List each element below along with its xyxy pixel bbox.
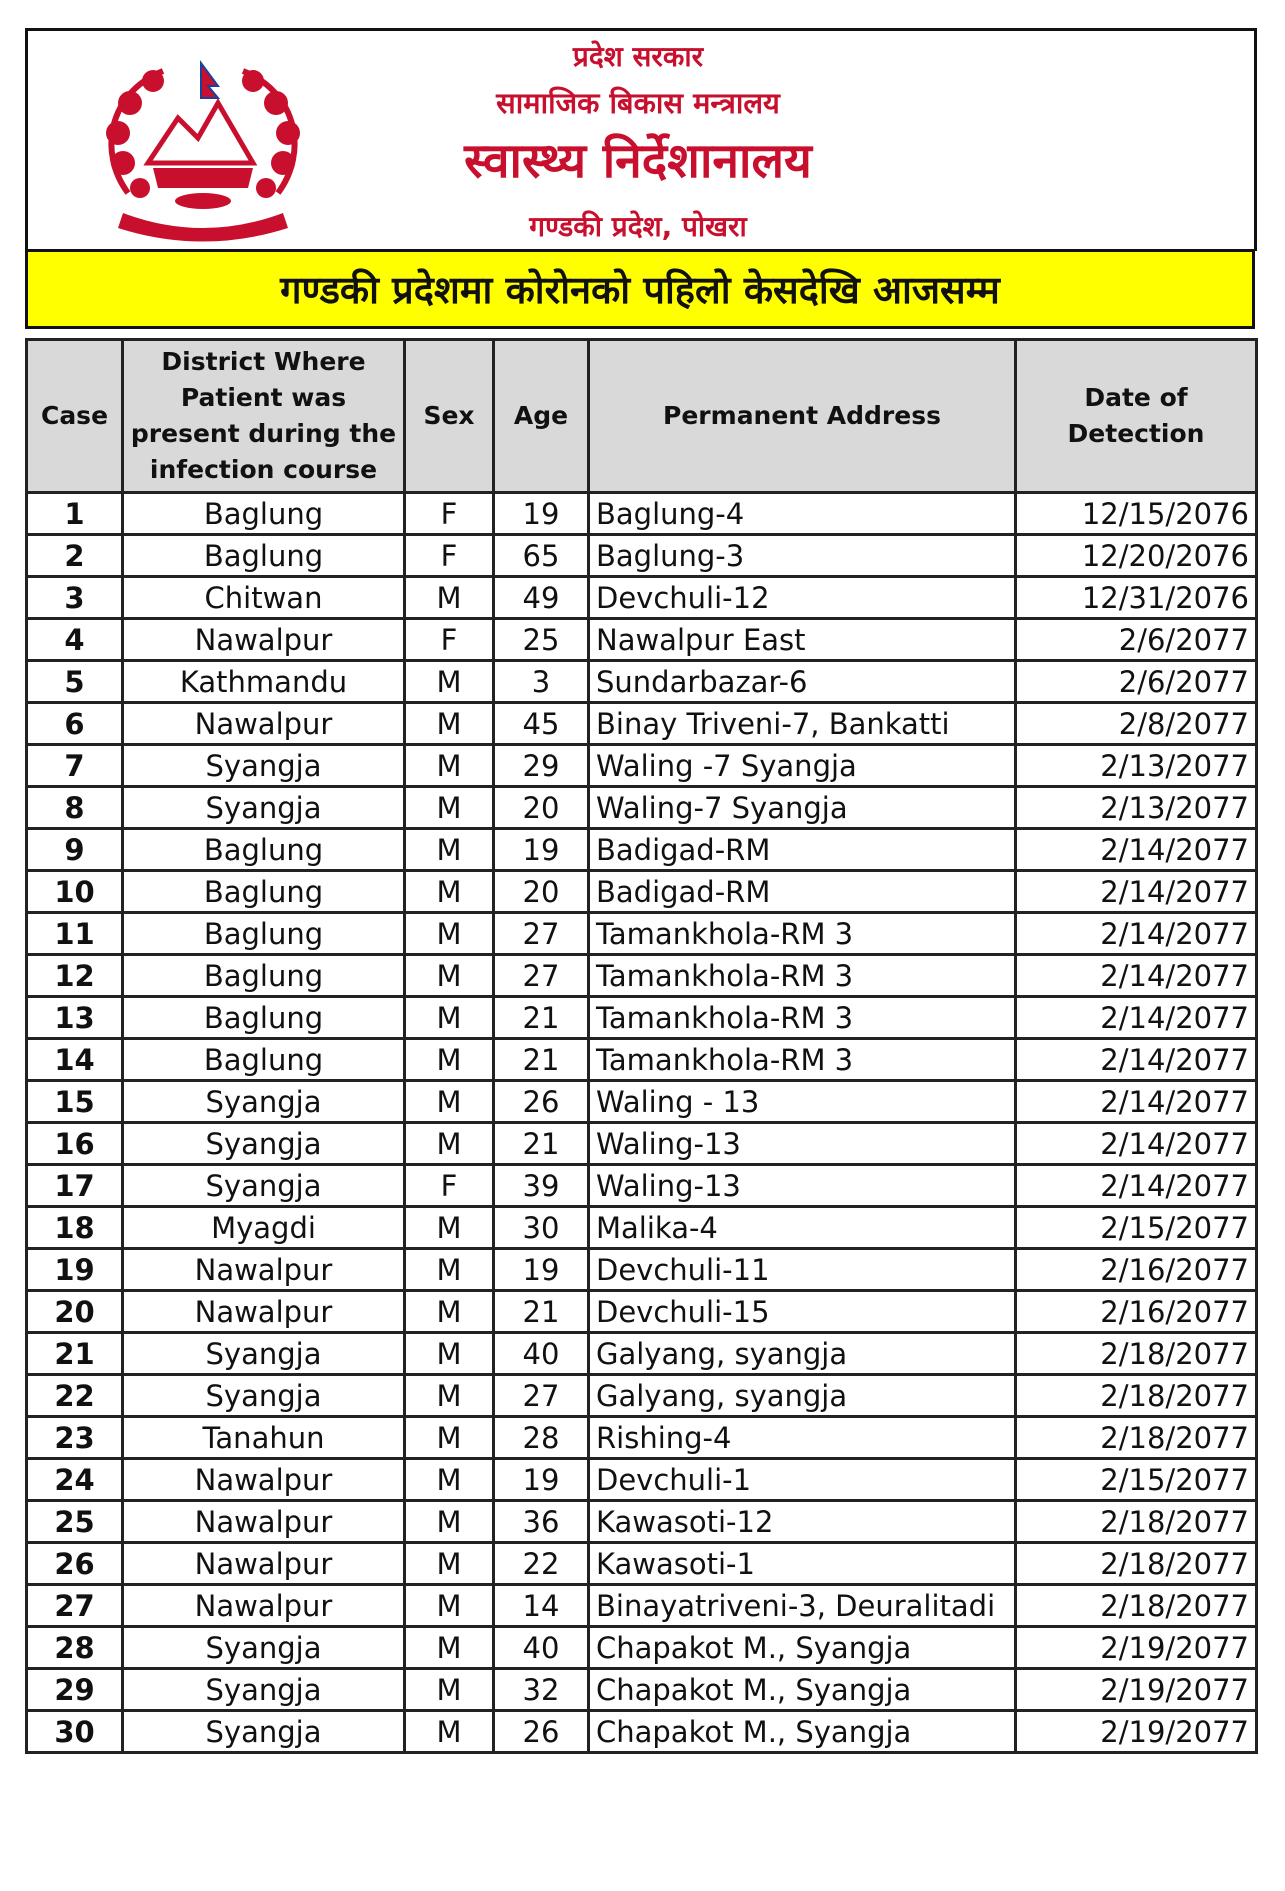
district-cell: Nawalpur	[123, 703, 405, 745]
age-cell: 27	[494, 955, 589, 997]
address-cell: Sundarbazar-6	[589, 661, 1016, 703]
case-cell: 13	[27, 997, 123, 1039]
case-cell: 24	[27, 1459, 123, 1501]
address-cell: Rishing-4	[589, 1417, 1016, 1459]
case-cell: 3	[27, 577, 123, 619]
district-cell: Baglung	[123, 871, 405, 913]
age-cell: 25	[494, 619, 589, 661]
table-row	[27, 1543, 1257, 1585]
table-row	[27, 871, 1257, 913]
address-cell: Devchuli-1	[589, 1459, 1016, 1501]
address-cell: Chapakot M., Syangja	[589, 1711, 1016, 1753]
sex-cell: M	[405, 1249, 494, 1291]
table-row	[27, 787, 1257, 829]
age-cell: 14	[494, 1585, 589, 1627]
age-cell: 36	[494, 1501, 589, 1543]
case-cell: 27	[27, 1585, 123, 1627]
sex-cell: M	[405, 871, 494, 913]
table-row	[27, 1711, 1257, 1753]
sex-cell: M	[405, 829, 494, 871]
district-cell: Baglung	[123, 997, 405, 1039]
sex-cell: M	[405, 1333, 494, 1375]
date-cell: 2/14/2077	[1016, 1165, 1257, 1207]
case-cell: 26	[27, 1543, 123, 1585]
header-line-location: गण्डकी प्रदेश, पोखरा	[529, 210, 747, 243]
table-header-row	[27, 340, 1257, 493]
case-cell: 11	[27, 913, 123, 955]
table-row	[27, 745, 1257, 787]
address-cell: Waling - 13	[589, 1081, 1016, 1123]
table-row	[27, 1459, 1257, 1501]
date-cell: 2/6/2077	[1016, 619, 1257, 661]
table-row	[27, 1291, 1257, 1333]
district-cell: Syangja	[123, 1333, 405, 1375]
case-cell: 18	[27, 1207, 123, 1249]
district-cell: Baglung	[123, 829, 405, 871]
address-cell: Devchuli-15	[589, 1291, 1016, 1333]
address-cell: Galyang, syangja	[589, 1375, 1016, 1417]
age-cell: 28	[494, 1417, 589, 1459]
sex-cell: M	[405, 1669, 494, 1711]
age-cell: 20	[494, 871, 589, 913]
address-cell: Binayatriveni-3, Deuralitadi	[589, 1585, 1016, 1627]
table-row	[27, 1039, 1257, 1081]
address-cell: Tamankhola-RM 3	[589, 955, 1016, 997]
sex-cell: M	[405, 955, 494, 997]
header-date: Date of Detection	[1016, 340, 1257, 493]
age-cell: 22	[494, 1543, 589, 1585]
sex-cell: M	[405, 1081, 494, 1123]
district-cell: Tanahun	[123, 1417, 405, 1459]
sex-cell: M	[405, 1711, 494, 1753]
district-cell: Baglung	[123, 493, 405, 535]
case-cell: 22	[27, 1375, 123, 1417]
case-cell: 8	[27, 787, 123, 829]
district-cell: Nawalpur	[123, 1501, 405, 1543]
case-cell: 1	[27, 493, 123, 535]
district-cell: Syangja	[123, 1627, 405, 1669]
age-cell: 27	[494, 913, 589, 955]
table-row	[27, 1501, 1257, 1543]
date-cell: 2/14/2077	[1016, 1123, 1257, 1165]
case-cell: 7	[27, 745, 123, 787]
district-cell: Kathmandu	[123, 661, 405, 703]
date-cell: 2/18/2077	[1016, 1375, 1257, 1417]
age-cell: 40	[494, 1333, 589, 1375]
date-cell: 2/16/2077	[1016, 1291, 1257, 1333]
sex-cell: M	[405, 1039, 494, 1081]
case-cell: 10	[27, 871, 123, 913]
age-cell: 26	[494, 1081, 589, 1123]
table-row	[27, 1585, 1257, 1627]
address-cell: Badigad-RM	[589, 829, 1016, 871]
table-row	[27, 1333, 1257, 1375]
district-cell: Nawalpur	[123, 1543, 405, 1585]
table-row	[27, 913, 1257, 955]
table-row	[27, 955, 1257, 997]
case-cell: 30	[27, 1711, 123, 1753]
age-cell: 21	[494, 1039, 589, 1081]
address-cell: Waling-7 Syangja	[589, 787, 1016, 829]
table-row	[27, 535, 1257, 577]
case-cell: 21	[27, 1333, 123, 1375]
date-cell: 2/13/2077	[1016, 745, 1257, 787]
district-cell: Syangja	[123, 1669, 405, 1711]
district-cell: Syangja	[123, 787, 405, 829]
age-cell: 19	[494, 493, 589, 535]
case-cell: 9	[27, 829, 123, 871]
table-row	[27, 493, 1257, 535]
date-cell: 2/13/2077	[1016, 787, 1257, 829]
document-sheet	[25, 28, 1255, 1866]
sex-cell: M	[405, 1291, 494, 1333]
date-cell: 2/14/2077	[1016, 1039, 1257, 1081]
date-cell: 2/18/2077	[1016, 1501, 1257, 1543]
age-cell: 30	[494, 1207, 589, 1249]
sex-cell: M	[405, 703, 494, 745]
district-cell: Syangja	[123, 1081, 405, 1123]
district-cell: Syangja	[123, 1375, 405, 1417]
date-cell: 2/18/2077	[1016, 1333, 1257, 1375]
date-cell: 2/14/2077	[1016, 955, 1257, 997]
header-age: Age	[494, 340, 589, 493]
header-line-ministry: सामाजिक बिकास मन्त्रालय	[496, 86, 780, 120]
title-banner	[25, 249, 1255, 329]
address-cell: Waling-13	[589, 1165, 1016, 1207]
sex-cell: M	[405, 1207, 494, 1249]
header-line-government: प्रदेश सरकार	[572, 40, 704, 73]
date-cell: 2/15/2077	[1016, 1459, 1257, 1501]
date-cell: 2/18/2077	[1016, 1543, 1257, 1585]
address-cell: Kawasoti-1	[589, 1543, 1016, 1585]
date-cell: 2/14/2077	[1016, 913, 1257, 955]
date-cell: 2/19/2077	[1016, 1627, 1257, 1669]
age-cell: 49	[494, 577, 589, 619]
sex-cell: M	[405, 1585, 494, 1627]
sex-cell: M	[405, 1627, 494, 1669]
date-cell: 2/8/2077	[1016, 703, 1257, 745]
table-row	[27, 1081, 1257, 1123]
date-cell: 2/14/2077	[1016, 871, 1257, 913]
address-cell: Binay Triveni-7, Bankatti	[589, 703, 1016, 745]
age-cell: 20	[494, 787, 589, 829]
header-line-directorate: स्वास्थ्य निर्देशानालय	[464, 133, 812, 189]
date-cell: 2/18/2077	[1016, 1585, 1257, 1627]
address-cell: Baglung-4	[589, 493, 1016, 535]
case-cell: 23	[27, 1417, 123, 1459]
sex-cell: M	[405, 661, 494, 703]
case-cell: 4	[27, 619, 123, 661]
letterhead	[25, 28, 1257, 251]
case-cell: 6	[27, 703, 123, 745]
header-district: District Where Patient was present during the infection course	[123, 340, 405, 493]
date-cell: 2/15/2077	[1016, 1207, 1257, 1249]
district-cell: Syangja	[123, 1711, 405, 1753]
age-cell: 19	[494, 1459, 589, 1501]
table-row	[27, 577, 1257, 619]
district-cell: Syangja	[123, 1123, 405, 1165]
nepal-emblem-icon	[68, 43, 338, 243]
table-row	[27, 1207, 1257, 1249]
table-row	[27, 703, 1257, 745]
address-cell: Galyang, syangja	[589, 1333, 1016, 1375]
table-row	[27, 829, 1257, 871]
age-cell: 21	[494, 1123, 589, 1165]
date-cell: 2/19/2077	[1016, 1711, 1257, 1753]
table-row	[27, 661, 1257, 703]
date-cell: 12/20/2076	[1016, 535, 1257, 577]
district-cell: Baglung	[123, 1039, 405, 1081]
address-cell: Malika-4	[589, 1207, 1016, 1249]
banner-title: गण्डकी प्रदेशमा कोरोनको पहिलो केसदेखि आजसम्म	[280, 268, 1000, 312]
age-cell: 39	[494, 1165, 589, 1207]
address-cell: Chapakot M., Syangja	[589, 1627, 1016, 1669]
address-cell: Waling-13	[589, 1123, 1016, 1165]
case-cell: 19	[27, 1249, 123, 1291]
sex-cell: F	[405, 535, 494, 577]
header-case: Case	[27, 340, 123, 493]
district-cell: Nawalpur	[123, 619, 405, 661]
sex-cell: M	[405, 1501, 494, 1543]
case-cell: 12	[27, 955, 123, 997]
header-address: Permanent Address	[589, 340, 1016, 493]
case-cell: 29	[27, 1669, 123, 1711]
address-cell: Tamankhola-RM 3	[589, 1039, 1016, 1081]
age-cell: 32	[494, 1669, 589, 1711]
age-cell: 3	[494, 661, 589, 703]
date-cell: 2/6/2077	[1016, 661, 1257, 703]
date-cell: 2/14/2077	[1016, 1081, 1257, 1123]
date-cell: 2/14/2077	[1016, 829, 1257, 871]
age-cell: 21	[494, 1291, 589, 1333]
age-cell: 19	[494, 1249, 589, 1291]
district-cell: Nawalpur	[123, 1249, 405, 1291]
district-cell: Syangja	[123, 745, 405, 787]
address-cell: Waling -7 Syangja	[589, 745, 1016, 787]
case-cell: 15	[27, 1081, 123, 1123]
address-cell: Chapakot M., Syangja	[589, 1669, 1016, 1711]
sex-cell: F	[405, 493, 494, 535]
table-row	[27, 1165, 1257, 1207]
district-cell: Nawalpur	[123, 1585, 405, 1627]
table-row	[27, 1627, 1257, 1669]
age-cell: 45	[494, 703, 589, 745]
table-row	[27, 1249, 1257, 1291]
date-cell: 2/19/2077	[1016, 1669, 1257, 1711]
sex-cell: M	[405, 1417, 494, 1459]
sex-cell: F	[405, 619, 494, 661]
district-cell: Nawalpur	[123, 1291, 405, 1333]
address-cell: Nawalpur East	[589, 619, 1016, 661]
sex-cell: M	[405, 1123, 494, 1165]
district-cell: Baglung	[123, 955, 405, 997]
date-cell: 2/18/2077	[1016, 1417, 1257, 1459]
table-row	[27, 1123, 1257, 1165]
address-cell: Baglung-3	[589, 535, 1016, 577]
case-cell: 16	[27, 1123, 123, 1165]
address-cell: Devchuli-12	[589, 577, 1016, 619]
case-cell: 20	[27, 1291, 123, 1333]
district-cell: Myagdi	[123, 1207, 405, 1249]
sex-cell: M	[405, 787, 494, 829]
table-row	[27, 1417, 1257, 1459]
sex-cell: M	[405, 745, 494, 787]
district-cell: Chitwan	[123, 577, 405, 619]
case-cell: 5	[27, 661, 123, 703]
address-cell: Devchuli-11	[589, 1249, 1016, 1291]
case-cell: 14	[27, 1039, 123, 1081]
age-cell: 29	[494, 745, 589, 787]
age-cell: 21	[494, 997, 589, 1039]
sex-cell: M	[405, 1375, 494, 1417]
date-cell: 2/16/2077	[1016, 1249, 1257, 1291]
sex-cell: M	[405, 913, 494, 955]
sex-cell: M	[405, 997, 494, 1039]
table-row	[27, 1669, 1257, 1711]
address-cell: Tamankhola-RM 3	[589, 913, 1016, 955]
district-cell: Syangja	[123, 1165, 405, 1207]
table-row	[27, 619, 1257, 661]
address-cell: Badigad-RM	[589, 871, 1016, 913]
address-cell: Tamankhola-RM 3	[589, 997, 1016, 1039]
age-cell: 65	[494, 535, 589, 577]
age-cell: 19	[494, 829, 589, 871]
table-row	[27, 997, 1257, 1039]
header-sex: Sex	[405, 340, 494, 493]
age-cell: 27	[494, 1375, 589, 1417]
sex-cell: F	[405, 1165, 494, 1207]
case-cell: 25	[27, 1501, 123, 1543]
date-cell: 12/15/2076	[1016, 493, 1257, 535]
sex-cell: M	[405, 577, 494, 619]
table-row	[27, 1375, 1257, 1417]
age-cell: 40	[494, 1627, 589, 1669]
sex-cell: M	[405, 1459, 494, 1501]
age-cell: 26	[494, 1711, 589, 1753]
district-cell: Nawalpur	[123, 1459, 405, 1501]
address-cell: Kawasoti-12	[589, 1501, 1016, 1543]
district-cell: Baglung	[123, 535, 405, 577]
date-cell: 2/14/2077	[1016, 997, 1257, 1039]
sex-cell: M	[405, 1543, 494, 1585]
date-cell: 12/31/2076	[1016, 577, 1257, 619]
case-cell: 2	[27, 535, 123, 577]
case-cell: 17	[27, 1165, 123, 1207]
cases-table	[25, 338, 1258, 1754]
district-cell: Baglung	[123, 913, 405, 955]
case-cell: 28	[27, 1627, 123, 1669]
